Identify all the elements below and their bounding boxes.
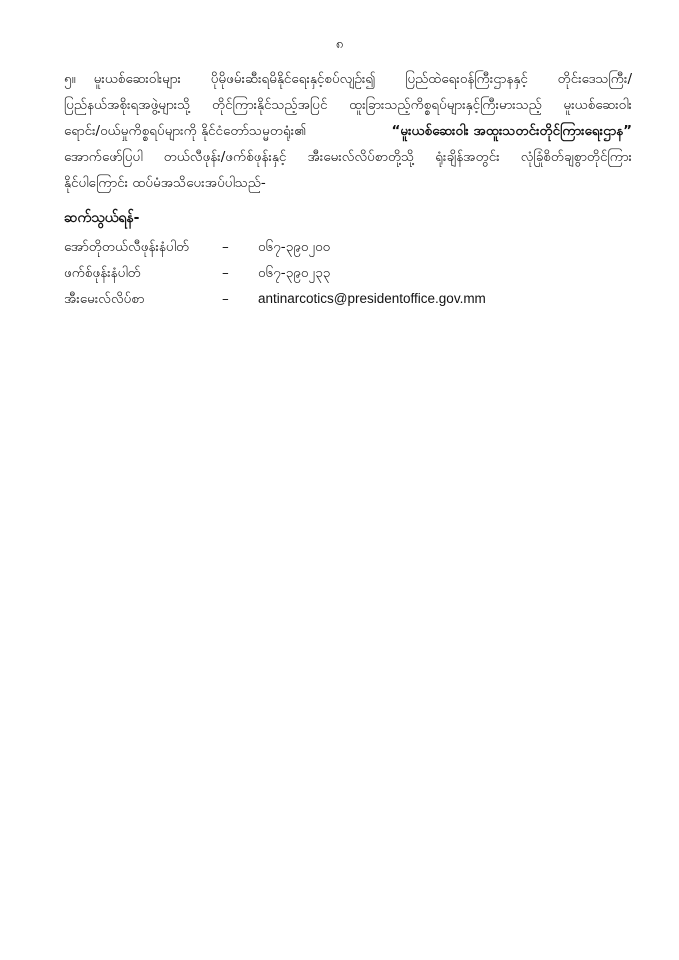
paragraph-word: ပြည်နယ်အစိုးရအဖွဲ့များသို့ [64, 97, 191, 113]
paragraph-line-5 [64, 170, 632, 196]
contact-dash: – [222, 265, 229, 281]
fax-number: ၀၆၇-၃၉၀၂၃၃ [258, 265, 331, 281]
paragraph-line-4 [64, 144, 632, 170]
paragraph-word: တယ်လီဖုန်း/ဖက်စ်ဖုန်းနှင့် [163, 149, 287, 165]
paragraph-line-1 [64, 66, 632, 92]
paragraph-word: ပြည်ထဲရေးဝန်ကြီးဌာနနှင့် [405, 71, 528, 87]
contact-label: အော်တိုတယ်လီဖုန်းနံပါတ် [64, 239, 190, 255]
paragraph-word: တိုင်းဒေသကြီး/ [557, 71, 632, 87]
paragraph-text: နိုင်ပါကြောင်း ထပ်မံအသိပေးအပ်ပါသည်- [64, 175, 266, 191]
contact-dash: – [222, 239, 229, 255]
phone-number: ၀၆၇-၃၉၀၂၀၀ [258, 239, 331, 255]
paragraph-word: အီးမေးလ်လိပ်စာတို့သို့ [307, 149, 415, 165]
page-number: ၈ [335, 37, 344, 52]
paragraph-word: တိုင်ကြားနိုင်သည့်အပြင် [211, 97, 328, 113]
department-name: “မူးယစ်ဆေးဝါး အထူးသတင်းတိုင်ကြားရေးဌာန” [391, 123, 632, 139]
paragraph-word: ပိုမိုဖမ်းဆီးရမိနိုင်ရေးနှင့်စပ်လျဉ်း၍ [210, 71, 376, 87]
paragraph-word: မူးယစ်ဆေးဝါးများ [93, 71, 181, 87]
contact-label: အီးမေးလ်လိပ်စာ [64, 291, 145, 307]
paragraph-line-3 [64, 118, 632, 144]
contact-heading: ဆက်သွယ်ရန်- [64, 210, 140, 226]
paragraph-text: ရောင်း/ဝယ်မှုကိစ္စရပ်များကို နိုင်ငံတော်သမ္မတရုံး၏ [64, 123, 307, 139]
contact-dash: – [222, 291, 229, 307]
notice-paragraph [64, 66, 632, 196]
contact-label: ဖက်စ်ဖုန်းနံပါတ် [64, 265, 141, 281]
paragraph-word: ရုံးချိန်အတွင်း [435, 149, 500, 165]
paragraph-word [64, 66, 181, 92]
paragraph-number: ၅။ [64, 71, 76, 87]
paragraph-word: အောက်ဖော်ပြပါ [64, 149, 143, 165]
paragraph-line-2 [64, 92, 632, 118]
email-address[interactable]: antinarcotics@presidentoffice.gov.mm [258, 291, 486, 306]
paragraph-word: လုံခြုံစိတ်ချစွာတိုင်ကြား [520, 149, 632, 165]
paragraph-word: ထူးခြားသည့်ကိစ္စရပ်များနှင့်ကြီးမားသည့် [349, 97, 542, 113]
paragraph-word: မူးယစ်ဆေးဝါး [563, 97, 632, 113]
